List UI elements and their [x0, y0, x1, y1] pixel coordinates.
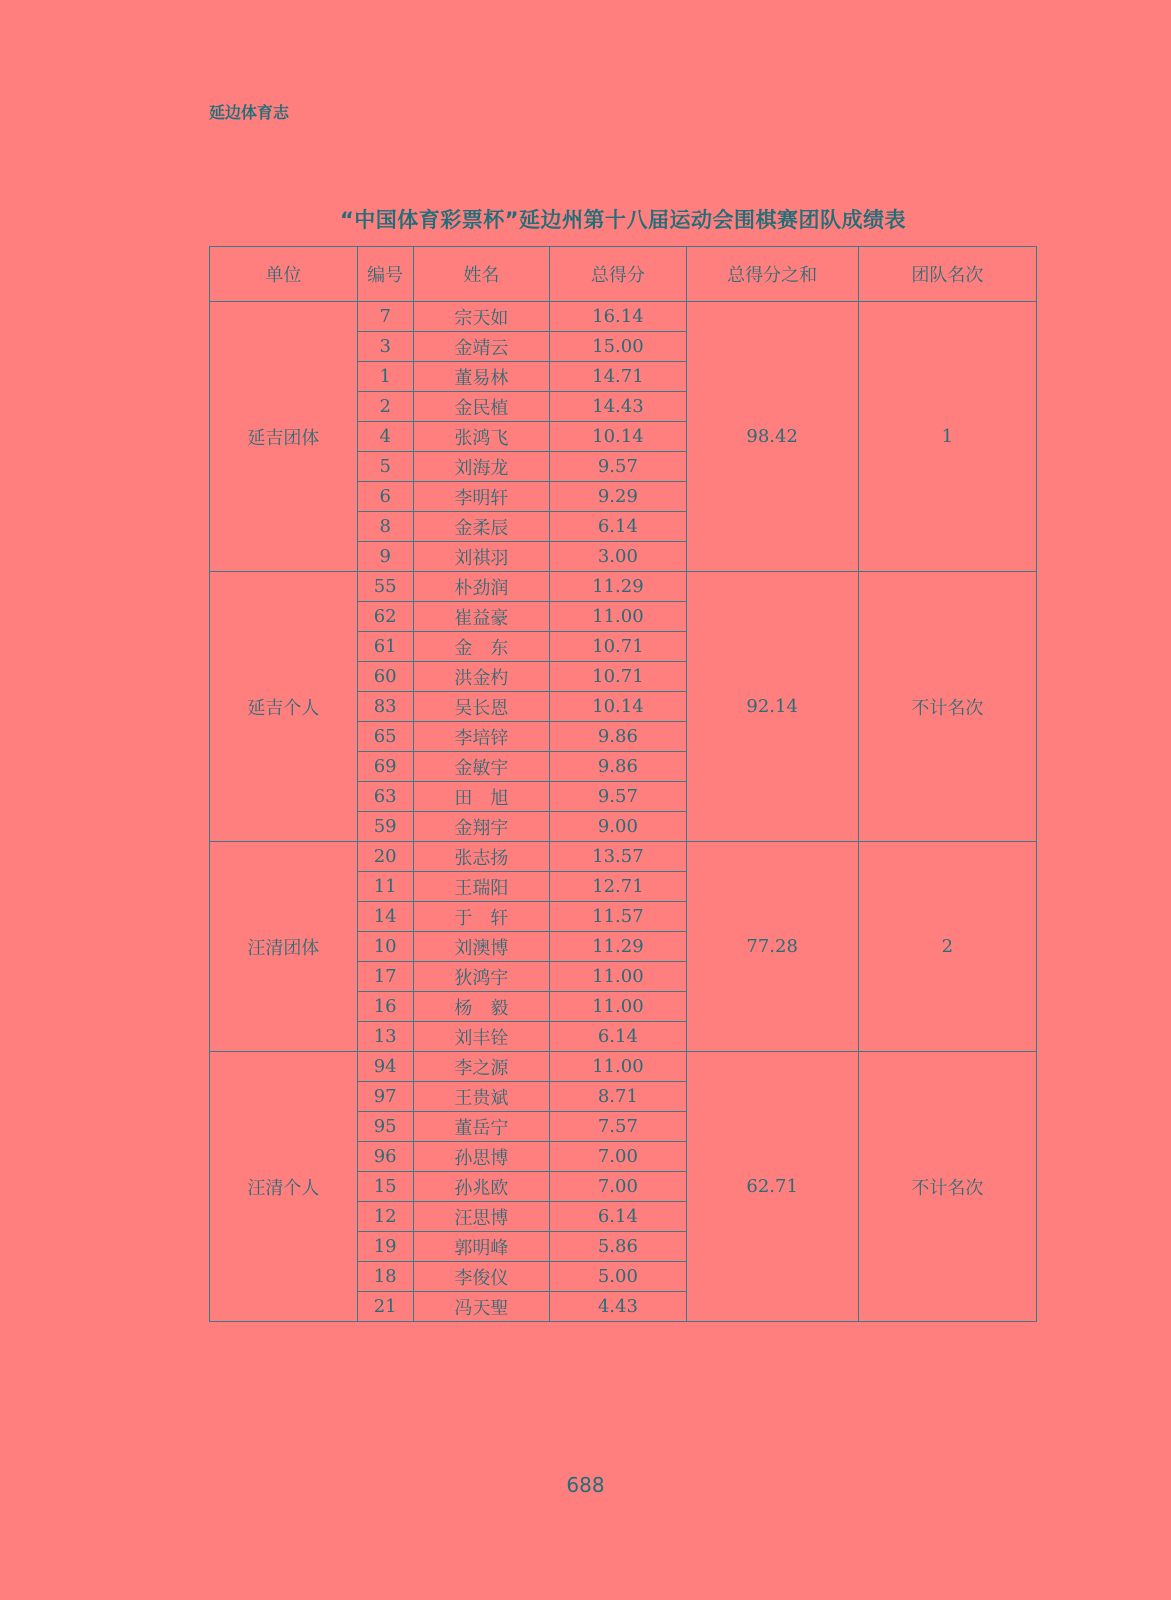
name-cell: 崔益豪 — [413, 602, 549, 632]
score-cell: 10.71 — [550, 632, 686, 662]
score-cell: 5.00 — [550, 1262, 686, 1292]
name-cell: 宗天如 — [413, 302, 549, 332]
running-header: 延边体育志 — [209, 103, 290, 122]
name-cell: 朴劲润 — [413, 572, 549, 602]
number-cell: 11 — [357, 872, 413, 902]
number-cell: 10 — [357, 932, 413, 962]
number-cell: 60 — [357, 662, 413, 692]
name-cell: 李之源 — [413, 1052, 549, 1082]
col-header-number: 编号 — [357, 247, 413, 302]
score-cell: 5.86 — [550, 1232, 686, 1262]
number-cell: 96 — [357, 1142, 413, 1172]
score-cell: 9.29 — [550, 482, 686, 512]
number-cell: 13 — [357, 1022, 413, 1052]
team-rank-cell: 1 — [858, 302, 1036, 572]
name-cell: 孙兆欧 — [413, 1172, 549, 1202]
name-cell: 金翔宇 — [413, 812, 549, 842]
score-cell: 10.14 — [550, 422, 686, 452]
number-cell: 18 — [357, 1262, 413, 1292]
number-cell: 61 — [357, 632, 413, 662]
score-cell: 6.14 — [550, 1022, 686, 1052]
score-sum-cell: 92.14 — [686, 572, 858, 842]
number-cell: 2 — [357, 392, 413, 422]
name-cell: 金民植 — [413, 392, 549, 422]
name-cell: 金靖云 — [413, 332, 549, 362]
score-cell: 13.57 — [550, 842, 686, 872]
name-cell: 金 东 — [413, 632, 549, 662]
col-header-score-sum: 总得分之和 — [686, 247, 858, 302]
number-cell: 14 — [357, 902, 413, 932]
score-cell: 6.14 — [550, 1202, 686, 1232]
score-cell: 7.00 — [550, 1142, 686, 1172]
score-cell: 16.14 — [550, 302, 686, 332]
score-cell: 7.57 — [550, 1112, 686, 1142]
table-row — [210, 842, 1037, 872]
number-cell: 4 — [357, 422, 413, 452]
table-row — [210, 302, 1037, 332]
number-cell: 69 — [357, 752, 413, 782]
name-cell: 张鸿飞 — [413, 422, 549, 452]
score-sum-cell: 98.42 — [686, 302, 858, 572]
number-cell: 7 — [357, 302, 413, 332]
score-sum-cell: 62.71 — [686, 1052, 858, 1322]
score-cell: 15.00 — [550, 332, 686, 362]
number-cell: 19 — [357, 1232, 413, 1262]
header-row — [210, 247, 1037, 302]
number-cell: 1 — [357, 362, 413, 392]
number-cell: 63 — [357, 782, 413, 812]
number-cell: 5 — [357, 452, 413, 482]
name-cell: 汪思博 — [413, 1202, 549, 1232]
name-cell: 金敏宇 — [413, 752, 549, 782]
page-number: 688 — [566, 1473, 605, 1497]
table-title: “中国体育彩票杯”延边州第十八届运动会围棋赛团队成绩表 — [339, 208, 907, 232]
score-cell: 11.00 — [550, 992, 686, 1022]
score-cell: 14.71 — [550, 362, 686, 392]
score-cell: 10.71 — [550, 662, 686, 692]
score-cell: 14.43 — [550, 392, 686, 422]
score-cell: 9.86 — [550, 752, 686, 782]
team-rank-cell: 不计名次 — [858, 1052, 1036, 1322]
number-cell: 65 — [357, 722, 413, 752]
name-cell: 刘祺羽 — [413, 542, 549, 572]
col-header-team-rank: 团队名次 — [858, 247, 1036, 302]
col-header-name: 姓名 — [413, 247, 549, 302]
score-cell: 11.29 — [550, 932, 686, 962]
col-header-unit: 单位 — [210, 247, 358, 302]
score-cell: 9.86 — [550, 722, 686, 752]
name-cell: 金柔辰 — [413, 512, 549, 542]
team-rank-cell: 不计名次 — [858, 572, 1036, 842]
number-cell: 55 — [357, 572, 413, 602]
name-cell: 洪金杓 — [413, 662, 549, 692]
unit-cell: 汪清团体 — [210, 842, 358, 1052]
name-cell: 刘丰铨 — [413, 1022, 549, 1052]
number-cell: 15 — [357, 1172, 413, 1202]
number-cell: 95 — [357, 1112, 413, 1142]
number-cell: 59 — [357, 812, 413, 842]
name-cell: 冯天聖 — [413, 1292, 549, 1322]
table-body — [210, 302, 1037, 1322]
name-cell: 王贵斌 — [413, 1082, 549, 1112]
number-cell: 97 — [357, 1082, 413, 1112]
unit-cell: 延吉个人 — [210, 572, 358, 842]
name-cell: 张志扬 — [413, 842, 549, 872]
unit-cell: 延吉团体 — [210, 302, 358, 572]
name-cell: 于 轩 — [413, 902, 549, 932]
name-cell: 李俊仪 — [413, 1262, 549, 1292]
number-cell: 83 — [357, 692, 413, 722]
number-cell: 21 — [357, 1292, 413, 1322]
name-cell: 李培锌 — [413, 722, 549, 752]
unit-cell: 汪清个人 — [210, 1052, 358, 1322]
name-cell: 孙思博 — [413, 1142, 549, 1172]
col-header-score: 总得分 — [550, 247, 686, 302]
score-cell: 9.00 — [550, 812, 686, 842]
number-cell: 94 — [357, 1052, 413, 1082]
score-cell: 6.14 — [550, 512, 686, 542]
number-cell: 17 — [357, 962, 413, 992]
score-cell: 11.57 — [550, 902, 686, 932]
name-cell: 王瑞阳 — [413, 872, 549, 902]
number-cell: 6 — [357, 482, 413, 512]
team-rank-cell: 2 — [858, 842, 1036, 1052]
results-table — [209, 246, 1037, 1322]
name-cell: 刘澳博 — [413, 932, 549, 962]
name-cell: 田 旭 — [413, 782, 549, 812]
name-cell: 郭明峰 — [413, 1232, 549, 1262]
name-cell: 李明轩 — [413, 482, 549, 512]
score-cell: 10.14 — [550, 692, 686, 722]
score-sum-cell: 77.28 — [686, 842, 858, 1052]
number-cell: 3 — [357, 332, 413, 362]
score-cell: 11.00 — [550, 1052, 686, 1082]
number-cell: 20 — [357, 842, 413, 872]
score-cell: 8.71 — [550, 1082, 686, 1112]
score-cell: 11.00 — [550, 962, 686, 992]
name-cell: 董易林 — [413, 362, 549, 392]
number-cell: 16 — [357, 992, 413, 1022]
score-cell: 12.71 — [550, 872, 686, 902]
score-cell: 4.43 — [550, 1292, 686, 1322]
score-cell: 9.57 — [550, 782, 686, 812]
number-cell: 8 — [357, 512, 413, 542]
score-cell: 7.00 — [550, 1172, 686, 1202]
number-cell: 62 — [357, 602, 413, 632]
number-cell: 12 — [357, 1202, 413, 1232]
score-cell: 9.57 — [550, 452, 686, 482]
score-cell: 11.00 — [550, 602, 686, 632]
name-cell: 董岳宁 — [413, 1112, 549, 1142]
name-cell: 吴长恩 — [413, 692, 549, 722]
score-cell: 11.29 — [550, 572, 686, 602]
name-cell: 狄鸿宇 — [413, 962, 549, 992]
table-row — [210, 1052, 1037, 1082]
table-row — [210, 572, 1037, 602]
name-cell: 刘海龙 — [413, 452, 549, 482]
number-cell: 9 — [357, 542, 413, 572]
name-cell: 杨 毅 — [413, 992, 549, 1022]
score-cell: 3.00 — [550, 542, 686, 572]
